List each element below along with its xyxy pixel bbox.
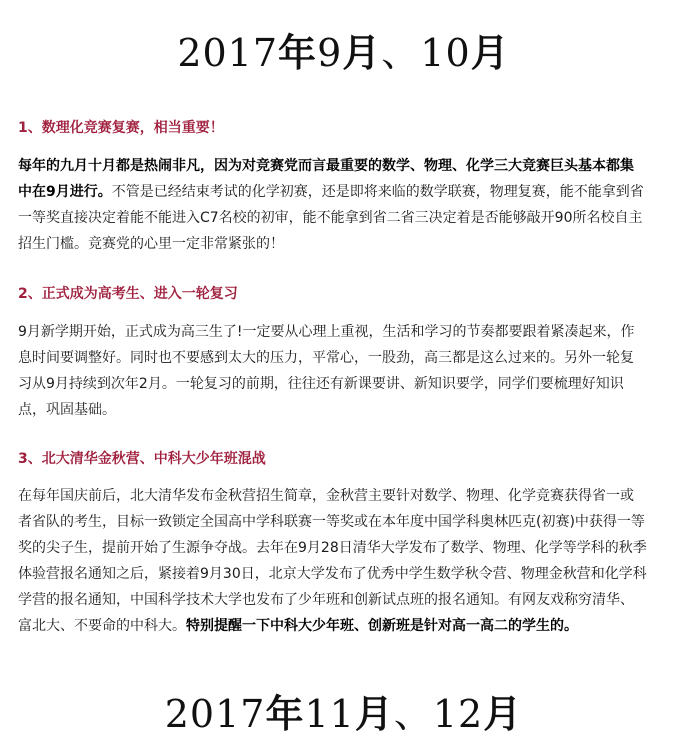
paragraph-line	[18, 345, 686, 371]
paragraph-line	[18, 509, 686, 535]
paragraph-line	[18, 587, 686, 613]
paragraph-line	[18, 371, 686, 397]
body-text: 习从9月持续到次年2月。一轮复习的前期，往往还有新课要讲、新知识要学，同学们要梳理好知识	[18, 376, 624, 392]
title-month-2: 10	[420, 31, 471, 75]
title-nian: 年	[278, 30, 318, 75]
bold-text: 特别提醒一下中科大少年班、创新班是针对高一高二的学生的。	[186, 618, 578, 634]
title-separator: 、	[381, 31, 421, 75]
paragraph-line	[18, 179, 686, 205]
title-yue-2: 月	[470, 30, 510, 75]
bold-text: 每年的九月十月都是热闹非凡，因为对竞赛党而言最重要的数学、物理、化学三大竞赛巨头基本都集	[18, 158, 634, 174]
section-paragraph-camps	[18, 483, 686, 639]
title-separator: 、	[393, 692, 433, 736]
body-text: 体验营报名通知之后，紧接着9月30日，北京大学发布了优秀中学生数学秋令营、物理金秋营和化学科	[18, 566, 647, 582]
section-heading-camps: 3、北大清华金秋营、中科大少年班混战	[18, 451, 266, 467]
body-text: 招生门槛。竞赛党的心里一定非常紧张的！	[18, 236, 284, 252]
body-text: 者省队的考生，目标一致锁定全国高中学科联赛一等奖或在本年度中国学科奥林匹克(初赛)中获得一等	[18, 514, 645, 530]
section-heading-competition: 1、数理化竞赛复赛，相当重要！	[18, 120, 224, 136]
body-text: 点，巩固基础。	[18, 402, 116, 418]
title-month-1: 9	[317, 31, 343, 75]
section-heading-review: 2、正式成为高考生、进入一轮复习	[18, 286, 238, 302]
paragraph-line	[18, 561, 686, 587]
title-year: 2017	[164, 692, 266, 736]
paragraph-line	[18, 153, 686, 179]
body-text: 在每年国庆前后，北大清华发布金秋营招生简章，金秋营主要针对数学、物理、化学竞赛获得省一或	[18, 488, 634, 504]
paragraph-line	[18, 205, 686, 231]
bold-text: 中在9月进行。	[18, 184, 112, 200]
body-text: 不管是已经结束考试的化学初赛，还是即将来临的数学联赛，物理复赛，能不能拿到省	[111, 184, 644, 200]
section-paragraph-review	[18, 319, 686, 423]
body-text: 9月新学期开始，正式成为高三生了!一定要从心理上重视，生活和学习的节奏都要跟着紧凑起来，作	[18, 324, 635, 340]
body-text: 富北大、不要命的中科大。	[18, 618, 186, 634]
title-month-1: 11	[304, 692, 355, 736]
title-yue-1: 月	[342, 30, 382, 75]
paragraph-line	[18, 397, 686, 423]
paragraph-line	[18, 483, 686, 509]
body-text: 一等奖直接决定着能不能进入C7名校的初审，能不能拿到省二省三决定着是否能够敲开90所名校自主	[18, 210, 643, 226]
paragraph-line	[18, 231, 686, 257]
body-text: 息时间要调整好。同时也不要感到太大的压力，平常心，一股劲，高三都是这么过来的。另外一轮复	[18, 350, 634, 366]
month-title-nov-dec	[0, 691, 687, 737]
title-yue-2: 月	[483, 691, 523, 736]
title-nian: 年	[265, 691, 305, 736]
section-paragraph-competition	[18, 153, 686, 257]
paragraph-line	[18, 535, 686, 561]
paragraph-line	[18, 613, 686, 639]
title-month-2: 12	[432, 692, 484, 736]
body-text: 奖的尖子生，提前开始了生源争夺战。去年在9月28日清华大学发布了数学、物理、化学等学科的秋季	[18, 540, 647, 556]
title-year: 2017	[177, 31, 279, 75]
body-text: 学营的报名通知，中国科学技术大学也发布了少年班和创新试点班的报名通知。有网友戏称穷清华、	[18, 592, 634, 608]
paragraph-line	[18, 319, 686, 345]
title-yue-1: 月	[354, 691, 394, 736]
month-title-sep-oct	[0, 30, 687, 76]
